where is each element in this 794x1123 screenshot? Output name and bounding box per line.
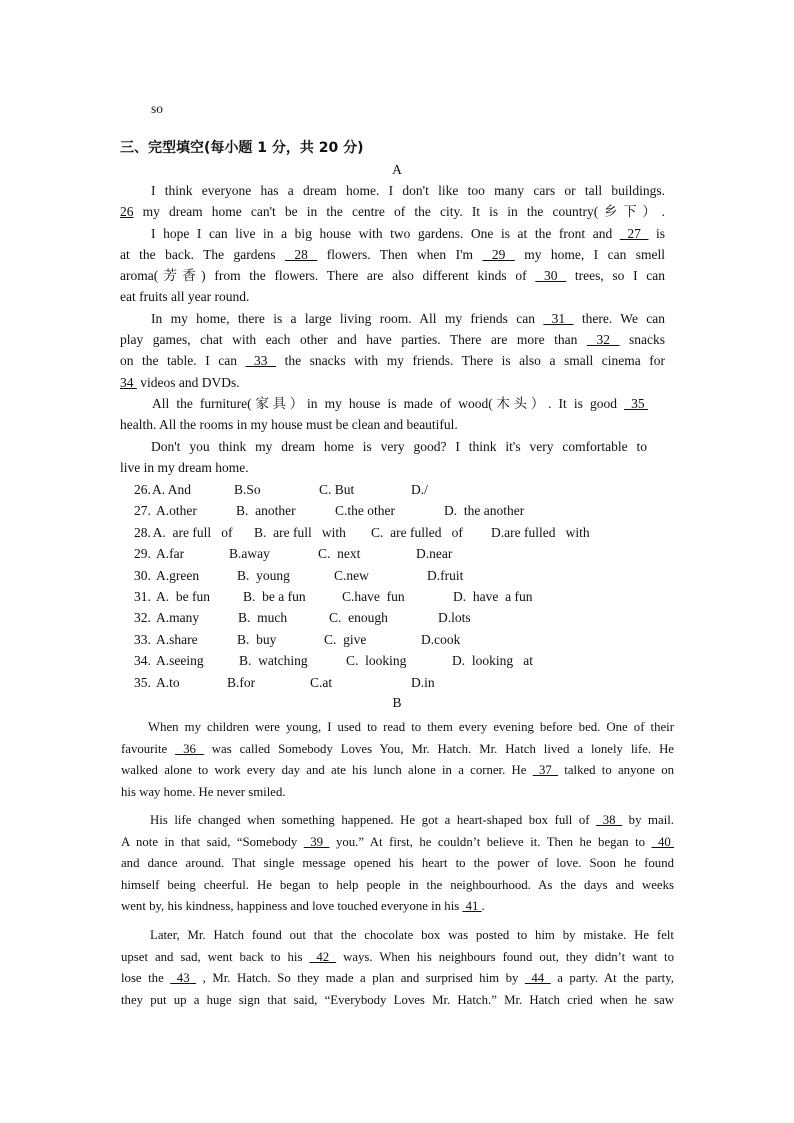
passage-a-line xyxy=(120,372,665,393)
passage-a-line: health. All the rooms in my house must be clean and beautiful. xyxy=(120,417,458,432)
option-a: A.many xyxy=(156,610,200,626)
option-c: C. But xyxy=(319,482,355,497)
option-d: D.fruit xyxy=(427,567,464,583)
passage-b-paragraph-3 xyxy=(121,925,674,1011)
option-d: D./ xyxy=(411,482,428,497)
passage-b-text: A note in that said, “Somebody xyxy=(121,834,304,849)
passage-b-text: talked to anyone on xyxy=(558,763,674,777)
section-title: 三、完型填空(每小题 1 分，共 20 分) xyxy=(120,140,364,156)
option-d: D.lots xyxy=(438,610,471,626)
passage-b-line xyxy=(121,947,674,969)
passage-a-text: All the furniture(家具）in my house is made of wood(木头）. It is good xyxy=(152,396,625,411)
option-c: C. enough xyxy=(329,610,388,626)
blank-35: 35 xyxy=(624,396,649,411)
passage-b-line xyxy=(121,739,674,761)
option-b: B.for xyxy=(227,674,256,690)
option-d: D.near xyxy=(416,546,453,562)
passage-b-text: ways. When his neighbours found out, they didn’t want to xyxy=(336,949,674,964)
blank-30: 30 xyxy=(535,268,567,283)
passage-a-text: is xyxy=(648,226,665,241)
passage-a-text: the snacks with my friends. There is also a small cinema for xyxy=(276,353,666,368)
blank-27: 27 xyxy=(619,226,649,241)
option-c: C.have fun xyxy=(342,589,405,604)
passage-b-line xyxy=(121,896,674,918)
option-c: C. next xyxy=(318,546,361,562)
option-a: A.far xyxy=(156,546,185,562)
top-word: so xyxy=(151,101,164,116)
option-number: 26. xyxy=(134,482,151,497)
passage-b-paragraph-2 xyxy=(121,810,674,918)
blank-37: 37 xyxy=(532,763,559,777)
option-d: D.cook xyxy=(421,631,461,647)
option-a: A. be fun xyxy=(156,589,210,604)
passage-a-line xyxy=(120,350,665,371)
option-b: B.So xyxy=(234,482,261,497)
passage-b-text: a party. At the party, xyxy=(550,971,674,985)
option-a: A.green xyxy=(156,567,200,583)
passage-b-text: you.” At first, he couldn’t believe it. Then he began to xyxy=(329,834,652,849)
passage-a-text: on the table. I can xyxy=(120,353,246,368)
blank-33: 33 xyxy=(245,353,277,368)
option-b: B. another xyxy=(236,503,296,519)
option-d: D. have a fun xyxy=(453,589,533,604)
passage-a-line xyxy=(120,201,665,222)
passage-a-line xyxy=(120,265,665,286)
option-b: B. are full with xyxy=(254,524,346,540)
option-c: C.the other xyxy=(335,503,395,519)
option-number: 31. xyxy=(134,589,151,604)
passage-a-text: snacks xyxy=(619,332,666,347)
option-c: C. are fulled of xyxy=(371,524,463,540)
part-a-label: A xyxy=(392,162,402,177)
passage-a-text: there. We can xyxy=(573,311,666,326)
passage-b-text: walked alone to work every day and ate his lunch alone in a corner. He xyxy=(121,763,533,777)
blank-29: 29 xyxy=(482,247,515,262)
passage-b-text: His life changed when something happened. He got a heart-shaped box full of xyxy=(150,813,597,827)
option-c: C. looking xyxy=(346,653,407,669)
option-c: C. give xyxy=(324,631,367,647)
passage-b-text: favourite xyxy=(121,741,176,756)
option-a: A.to xyxy=(156,674,180,690)
option-c: C.at xyxy=(310,674,333,690)
blank-32: 32 xyxy=(586,332,620,347)
passage-a-line xyxy=(152,393,648,414)
passage-a-line xyxy=(120,244,665,265)
passage-b-text: by mail. xyxy=(622,813,674,827)
blank-28: 28 xyxy=(284,247,318,262)
option-number: 34. xyxy=(134,653,151,669)
passage-a-text: my home, I can smell xyxy=(514,247,666,262)
passage-b-line xyxy=(150,810,674,832)
option-a: A.seeing xyxy=(156,653,204,669)
option-b: B. be a fun xyxy=(243,589,306,604)
blank-26: 26 xyxy=(120,204,134,219)
passage-b-line: himself being cheerful. He began to help people in the neighbourhood. As the days and weeks xyxy=(121,877,674,892)
option-b: B. watching xyxy=(239,653,308,669)
passage-b-text: lose the xyxy=(121,971,171,985)
blank-42: 42 xyxy=(309,949,337,964)
passage-b-line: Later, Mr. Hatch found out that the chocolate box was posted to him by mistake. He felt xyxy=(150,928,674,942)
blank-31: 31 xyxy=(543,311,574,326)
passage-a-text: my dream home can't be in the centre of the city. It is in the country(乡下）. xyxy=(133,204,665,219)
passage-a-line xyxy=(120,329,665,350)
passage-b-line: and dance around. That single message opened his heart to the power of love. Soon he found xyxy=(121,856,674,870)
passage-b-line xyxy=(121,760,674,782)
passage-a-line: eat fruits all year round. xyxy=(120,289,250,304)
option-number: 30. xyxy=(134,567,151,583)
option-number: 32. xyxy=(134,610,151,626)
passage-b-line: they put up a huge sign that said, “Everybody Loves Mr. Hatch.” Mr. Hatch cried when he saw xyxy=(121,992,674,1007)
option-b: B. young xyxy=(237,567,290,583)
passage-a-text: trees, so I can xyxy=(566,268,666,283)
option-a: A.share xyxy=(156,631,198,647)
blank-43: 43 xyxy=(170,971,197,985)
passage-a-text: flowers. Then when I'm xyxy=(317,247,483,262)
option-number: 35. xyxy=(134,674,151,690)
passage-a-text: at the back. The gardens xyxy=(120,247,285,262)
passage-b-text: was called Somebody Loves You, Mr. Hatch. Mr. Hatch lived a lonely life. He xyxy=(203,741,674,756)
option-a: A. And xyxy=(152,482,192,497)
option-b: B.away xyxy=(229,546,270,562)
passage-b-text: went by, his kindness, happiness and love touched everyone in his xyxy=(121,899,463,913)
option-d: D. the another xyxy=(444,503,525,519)
blank-41: 41 xyxy=(462,899,482,913)
passage-a-line: I think everyone has a dream home. I don't like too many cars or tall buildings. xyxy=(151,183,665,198)
option-number: 28. xyxy=(134,524,151,540)
passage-a-text: play games, chat with each other and have parties. There are more than xyxy=(120,332,587,347)
passage-a-line xyxy=(151,223,665,244)
blank-36: 36 xyxy=(175,741,204,756)
option-number: 33. xyxy=(134,631,151,647)
blank-40: 40 xyxy=(651,834,674,849)
passage-a-text: I hope I can live in a big house with two gardens. One is at the front and xyxy=(151,226,620,241)
option-d: D. looking at xyxy=(452,653,533,669)
passage-a-text: aroma(芳香) from the flowers. There are also different kinds of xyxy=(120,268,536,283)
passage-b-line xyxy=(121,832,674,854)
option-b: B. much xyxy=(238,610,288,626)
passage-b-line xyxy=(121,968,674,990)
passage-b-line: When my children were young, I used to read to them every evening before bed. One of their xyxy=(148,720,674,734)
option-number: 29. xyxy=(134,546,151,562)
passage-b-paragraph-1 xyxy=(121,717,674,803)
passage-b-text: . xyxy=(481,899,485,913)
passage-a-line: live in my dream home. xyxy=(120,460,249,475)
option-number: 27. xyxy=(134,503,151,519)
option-c: C.new xyxy=(334,567,369,583)
passage-a-text: In my home, there is a large living room. All my friends can xyxy=(151,311,544,326)
blank-39: 39 xyxy=(303,834,330,849)
option-b: B. buy xyxy=(237,631,277,647)
passage-b-line: his way home. He never smiled. xyxy=(121,784,286,799)
option-a: A.other xyxy=(156,503,197,519)
option-d: D.in xyxy=(411,674,435,690)
passage-b-text: upset and sad, went back to his xyxy=(121,949,310,964)
blank-38: 38 xyxy=(596,813,623,827)
passage-a-text: videos and DVDs. xyxy=(136,375,240,390)
part-b-label: B xyxy=(392,695,402,710)
blank-44: 44 xyxy=(524,971,551,985)
passage-a-line xyxy=(151,308,665,329)
passage-b-text: , Mr. Hatch. So they made a plan and surprised him by xyxy=(196,971,525,985)
option-a: A. are full of xyxy=(150,524,233,540)
blank-34: 34 xyxy=(120,375,137,390)
passage-a-line: Don't you think my dream home is very good? I think it's very comfortable to xyxy=(151,439,647,454)
option-d: D.are fulled with xyxy=(491,524,590,540)
